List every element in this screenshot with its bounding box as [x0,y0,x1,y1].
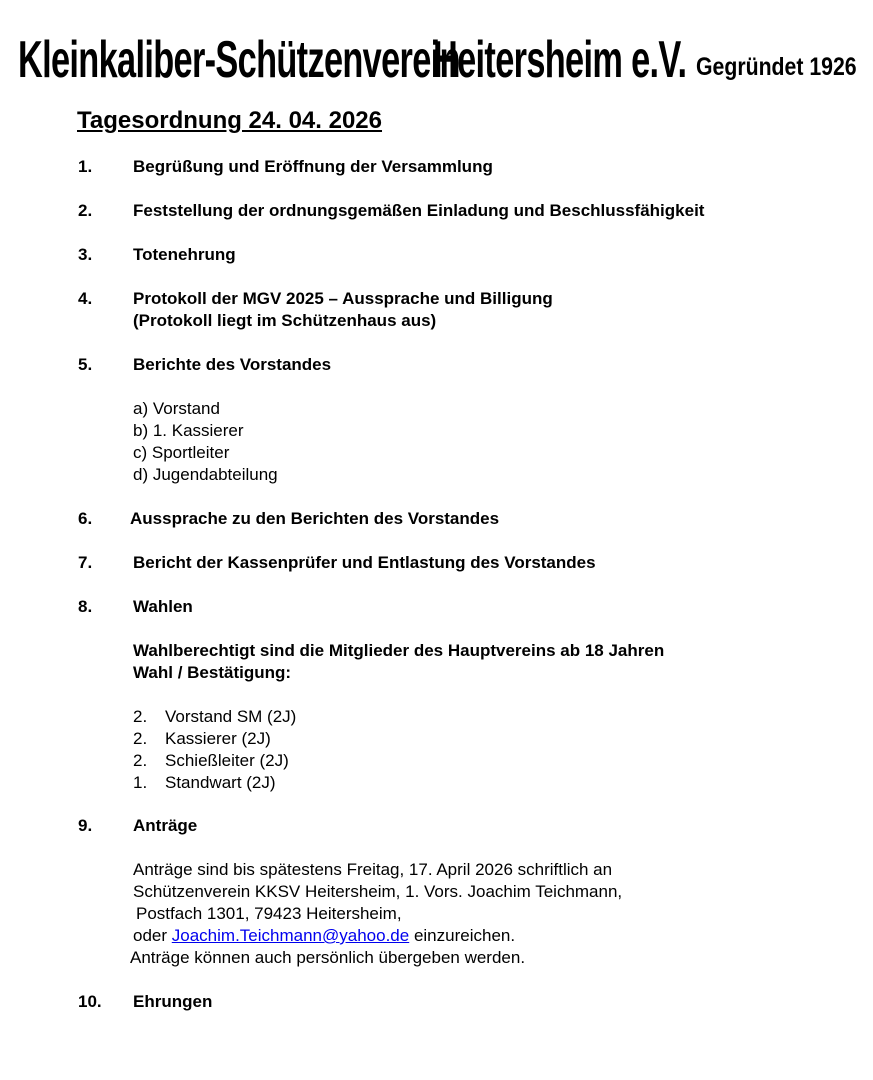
election-position: Kassierer (2J) [165,729,271,748]
item-text: Berichte des Vorstandes [133,355,332,374]
club-name-part1: Kleinkaliber-Schützenverein [18,31,460,89]
item-text: Aussprache zu den Berichten des Vorstandes [130,509,500,528]
item-text: Protokoll der MGV 2025 – Aussprache und Billigung [133,289,553,308]
club-name-location [433,30,686,90]
item-text: Totenehrung [133,245,236,264]
item-number: 8. [78,597,93,616]
election-position: Schießleiter (2J) [165,751,289,770]
item-number: 6. [78,509,93,528]
election-count: 1. [133,773,148,792]
election-count: 2. [133,729,148,748]
item-text: Bericht der Kassenprüfer und Entlastung des Vorstandes [133,553,596,572]
election-note: Wahlberechtigt sind die Mitglieder des Hauptvereins ab 18 Jahren [133,641,665,660]
item-number: 3. [78,245,93,264]
item-number: 7. [78,553,93,572]
election-note: Wahl / Bestätigung: [133,663,292,682]
sub-item: a) Vorstand [133,399,220,418]
item-number: 10. [78,992,102,1011]
club-name [18,30,460,90]
item-text: Feststellung der ordnungsgemäßen Einladung und Beschlussfähigkeit [133,201,705,220]
sub-item: b) 1. Kassierer [133,421,244,440]
item-number: 4. [78,289,93,308]
motion-text: Postfach 1301, 79423 Heitersheim, [136,904,402,923]
motion-text: Anträge sind bis spätestens Freitag, 17. April 2026 schriftlich an [133,860,613,879]
motion-suffix: einzureichen. [413,926,516,945]
item-text: (Protokoll liegt im Schützenhaus aus) [133,311,437,330]
motion-prefix: oder [133,926,168,945]
agenda-title: Tagesordnung 24. 04. 2026 [77,107,383,134]
election-position: Standwart (2J) [165,773,276,792]
election-count: 2. [133,751,148,770]
election-position: Vorstand SM (2J) [165,707,297,726]
email-link[interactable]: Joachim.Teichmann@yahoo.de [171,926,410,945]
club-name-part2: Heitersheim e.V. [433,31,687,89]
item-number: 5. [78,355,93,374]
motion-text: Schützenverein KKSV Heitersheim, 1. Vors. Joachim Teichmann, [133,882,623,901]
election-count: 2. [133,707,148,726]
item-text: Begrüßung und Eröffnung der Versammlung [133,157,493,176]
founded-year: Gegründet 1926 [696,53,857,81]
item-text: Ehrungen [133,992,213,1011]
sub-item: d) Jugendabteilung [133,465,278,484]
item-number: 9. [78,816,93,835]
item-text: Anträge [133,816,198,835]
item-number: 1. [78,157,93,176]
item-number: 2. [78,201,93,220]
motion-text: Anträge können auch persönlich übergeben werden. [130,948,526,967]
sub-item: c) Sportleiter [133,443,230,462]
item-text: Wahlen [133,597,193,616]
motion-email-line [133,925,515,947]
